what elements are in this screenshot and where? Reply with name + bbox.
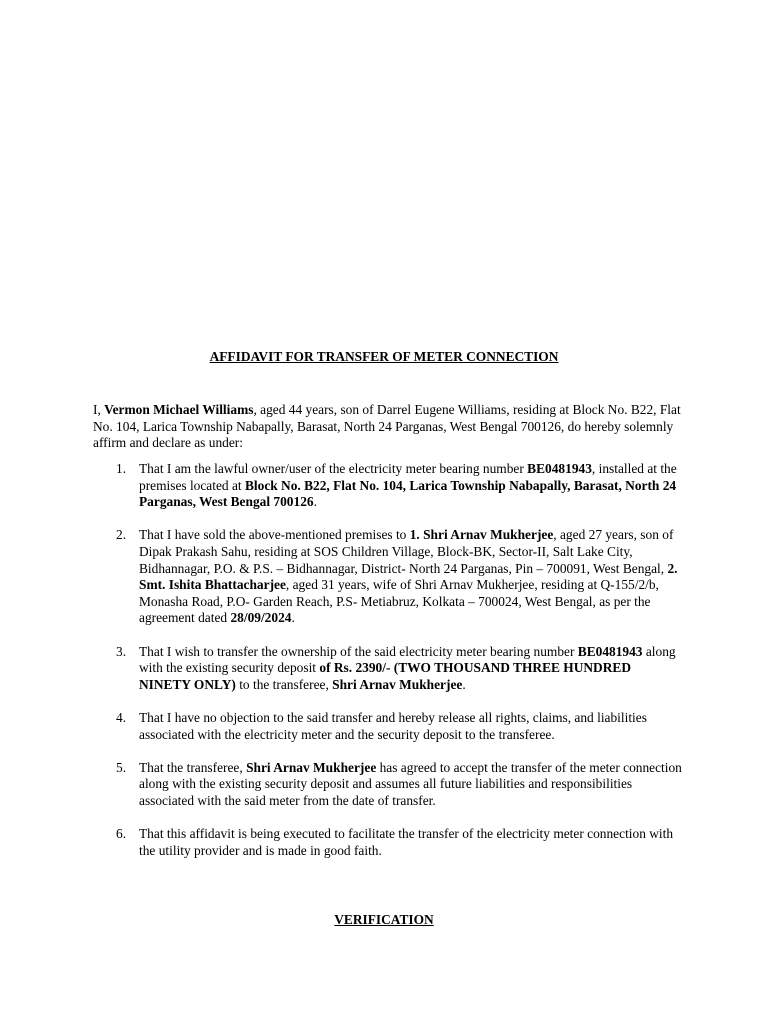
transferee-name: Shri Arnav Mukherjee <box>246 759 377 775</box>
meter-number: BE0481943 <box>527 461 592 476</box>
item-text: , installed at the premises located at <box>139 461 677 493</box>
item-text: . <box>462 676 466 692</box>
item-text: , aged 31 years, wife of Shri Arnav Mukherjee, residing at Q-155/2/b, Monasha Road, P.O- Garden Reach, P.S- Metiabruz, Kolkata – 700024, West Bengal, as per the agreement dated <box>139 577 659 626</box>
item-number: 4. <box>116 709 127 725</box>
premises-address: Block No. B22, Flat No. 104, Larica Township Nabapally, Barasat, North 24 Parganas, West Bengal 700126 <box>139 477 677 510</box>
list-item <box>93 826 683 859</box>
list-item <box>93 760 683 810</box>
item-text: That I have no objection to the said transfer and hereby release all rights, claims, and liabilities associated with the electricity meter and the security deposit to the transferee. <box>139 709 647 742</box>
intro-paragraph <box>93 402 683 452</box>
document-title: AFFIDAVIT FOR TRANSFER OF METER CONNECTION <box>209 349 559 364</box>
item-text: That this affidavit is being executed to facilitate the transfer of the electricity meter connection with the utility provider and is made in good faith. <box>139 826 674 858</box>
verification-heading: VERIFICATION <box>334 912 434 927</box>
item-text: That I wish to transfer the ownership of the said electricity meter bearing number <box>139 643 578 659</box>
item-text: That I have sold the above-mentioned premises to <box>139 527 410 543</box>
list-item <box>93 644 683 694</box>
item-text: , aged 27 years, son of Dipak Prakash Sahu, residing at SOS Children Village, Block-BK, Sector-II, Salt Lake City, Bidhannagar, P.O. & P.S. – Bidhannagar, District- North 24 Parganas, Pin – 700091, West Bengal, <box>139 527 674 576</box>
item-text: along with the existing security deposit <box>139 643 676 676</box>
item-text: has agreed to accept the transfer of the meter connection along with the existing security deposit and assumes all future liabilities and responsibilities associated with the said meter from the date of transfer. <box>139 759 682 808</box>
item-number: 6. <box>116 826 127 842</box>
list-item <box>93 710 683 743</box>
list-item <box>93 527 683 627</box>
intro-prefix: I, <box>93 402 105 417</box>
meter-number: BE0481943 <box>577 643 643 659</box>
transferee-2-name: 2. Smt. Ishita Bhattacharjee <box>139 560 678 593</box>
item-text: . <box>313 494 317 510</box>
item-text: . <box>291 610 295 626</box>
security-deposit: of Rs. 2390/- (TWO THOUSAND THREE HUNDRED NINETY ONLY) <box>139 660 631 692</box>
item-text: to the transferee, <box>235 676 333 692</box>
transferee-1-name: 1. Shri Arnav Mukherjee <box>409 527 554 543</box>
item-text: That the transferee, <box>139 759 247 775</box>
item-text: That I am the lawful owner/user of the electricity meter bearing number <box>139 461 528 476</box>
item-number: 2. <box>116 527 127 543</box>
list-item <box>93 461 683 511</box>
intro-text: , aged 44 years, son of Darrel Eugene Williams, residing at Block No. B22, Flat No. 104, Larica Township Nabapally, Barasat, North 24 Parganas, West Bengal 700126, do hereby solemnly affirm and declare as under: <box>93 402 681 451</box>
deponent-name: Vermon Michael Williams <box>104 402 254 417</box>
item-number: 1. <box>116 461 127 476</box>
declaration-list <box>93 461 683 876</box>
item-number: 5. <box>116 759 127 775</box>
transferee-name: Shri Arnav Mukherjee <box>332 676 463 692</box>
item-number: 3. <box>116 643 127 659</box>
agreement-date: 28/09/2024 <box>230 610 292 626</box>
